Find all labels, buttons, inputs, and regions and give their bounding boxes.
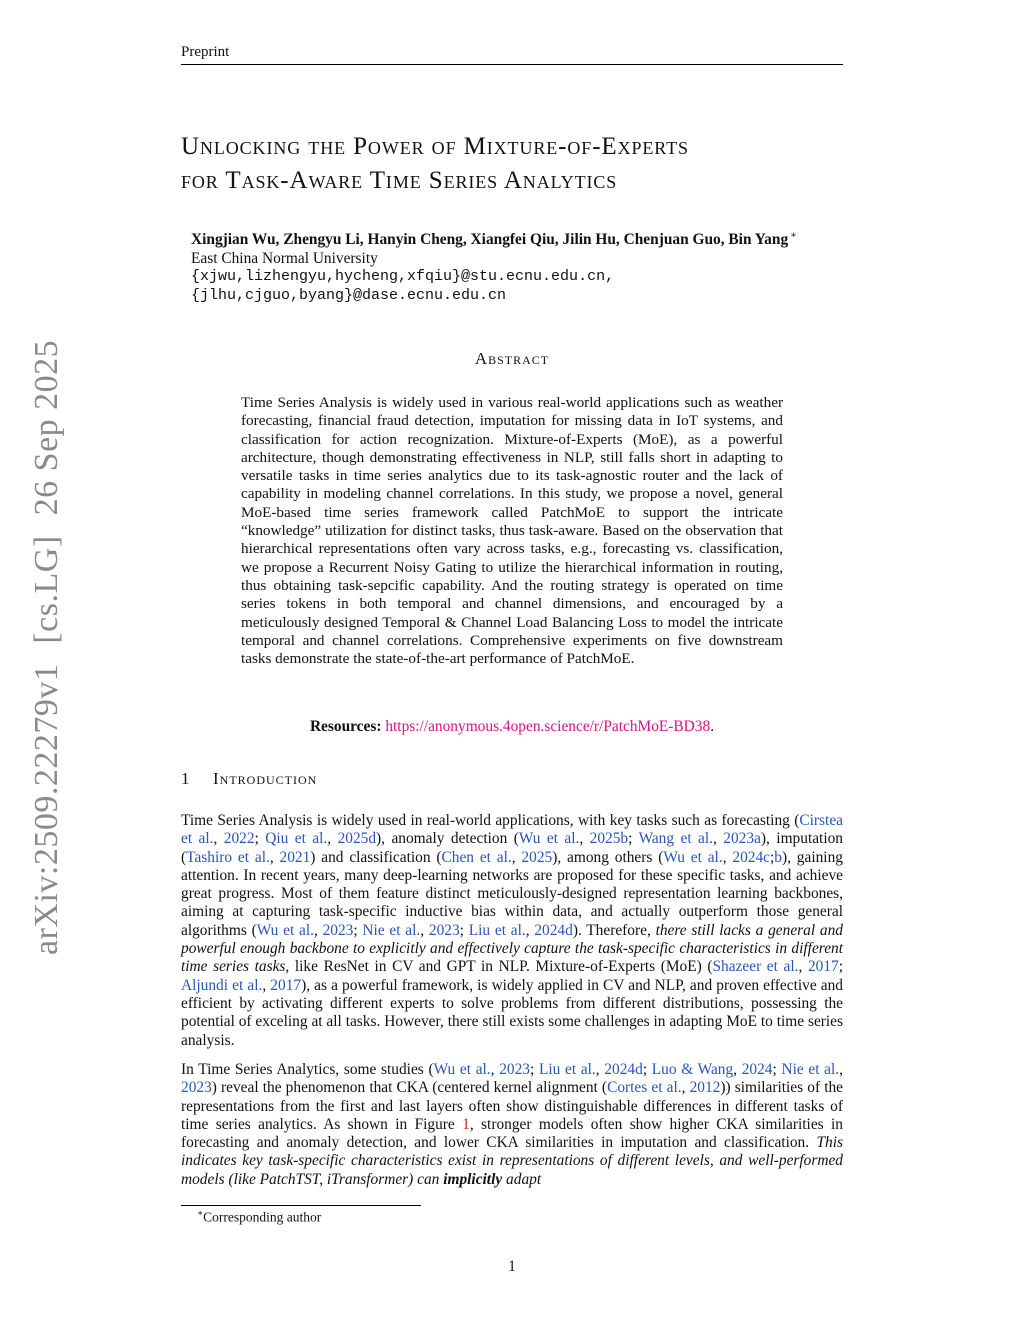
intro-paragraph-1: Time Series Analysis is widely used in real-world applications, with key tasks such as forecasting (Cirstea et al., 2022; Qiu et al., 2025d), anomaly detection (Wu et al., 2025b; Wang et al., 2023a), imputation (Tashiro et al., 2021) and classification (Chen et al., 2025), among others (Wu et al., 2024c;b), gaining attention. In recent years, many deep-learning networks are proposed for these specific tasks, and achieve great progress. Most of them feature distinct meticulously-designed representation learning backbones, aiming at capturing task-specific inductive bias within data, and actually outperform those general algorithms (Wu et al., 2023; Nie et al., 2023; Liu et al., 2024d). Therefore, there still lacks a general and powerful enough backbone to explicitly and effectively capture the task-specific characteristics in different time series tasks, like ResNet in CV and GPT in NLP. Mixture-of-Experts (MoE) (Shazeer et al., 2017; Aljundi et al., 2017), as a powerful framework, is widely applied in CV and NLP, and proven effective and efficient by activating different experts to solve problems from different distributions, possessing the potential of exceling at all tasks. However, there still exists some challenges in adapting MoE to time series analysis.	[181, 812, 844, 1049]
citation-link[interactable]: 2024c	[732, 848, 770, 866]
arxiv-id: arXiv:2509.22279v1	[28, 663, 65, 955]
citation-link[interactable]: 2025b	[589, 830, 629, 848]
section-title: Introduction	[213, 769, 318, 788]
title-line-2: for Task-Aware Time Series Analytics	[181, 167, 618, 194]
citation-link[interactable]: Chen et al.	[441, 848, 512, 866]
citation-link[interactable]: Wu et al.	[433, 1061, 491, 1078]
footnote-text: Corresponding author	[203, 1209, 322, 1225]
abstract-text: Time Series Analysis is widely used in various real-world applications such as weather forecasting, financial fraud detection, imputation for missing data in IoT systems, and classification for action recognization. Mixture-of-Experts (MoE), as a powerful architecture, though demonstrating effectiveness in NLP, still falls short in adapting to versatile tasks in time series analytics due to its task-agnostic router and the lack of capability in modeling channel correlations. In this study, we propose a novel, general MoE-based time series framework called PatchMoE to support the intricate “knowledge” utilization for distinct tasks, thus task-aware. Based on the observation that hierarchical representations often vary across tasks, e.g., forecasting vs. classification, we propose a Recurrent Noisy Gating to utilize the hierarchical information in routing, thus obtaining task-sepcific capability. And the routing strategy is operated on time series tokens in both temporal and channel dimensions, and encouraged by a meticulously designed Temporal & Channel Load Balancing Loss to model the intricate temporal and channel correlations. Comprehensive experiments on five downstream tasks demonstrate the state-of-the-art performance of PatchMoE.	[241, 394, 783, 668]
author-names: Xingjian Wu, Zhengyu Li, Hanyin Cheng, Xiangfei Qiu, Jilin Hu, Chenjuan Guo, Bin Yang ∗	[191, 230, 797, 249]
footnote	[197, 1208, 321, 1226]
email-line-1: {xjwu,lizhengyu,hycheng,xfqiu}@stu.ecnu.edu.cn,	[191, 268, 615, 286]
citation-link[interactable]: 2023	[181, 1079, 212, 1097]
citation-link[interactable]: 2022	[223, 830, 255, 848]
citation-link[interactable]: Cirstea et al.	[181, 812, 843, 848]
citation-link[interactable]: Wu et al.	[256, 921, 314, 939]
citation-link[interactable]: 2024d	[534, 921, 573, 939]
citation-link[interactable]: Wang et al.	[638, 830, 713, 848]
intro-paragraph-2: In Time Series Analytics, some studies (Wu et al., 2023; Liu et al., 2024d; Luo & Wang, 2024; Nie et al., 2023) reveal the phenomenon that CKA (centered kernel alignment (Cortes et al., 2012)) similarities of the representations from the first and last layers often show distinguishable differences in different tasks of time series analytics. As shown in Figure 1, stronger models often show higher CKA similarities in forecasting and anomaly detection, and lower CKA similarities in imputation and classification. This indicates key task-specific characteristics exist in representations of different levels, and well-performed models (like PatchTST, iTransformer) can implicitly adapt	[181, 1061, 843, 1188]
section-number: 1	[181, 769, 191, 788]
citation-link[interactable]: Nie et al.	[781, 1061, 840, 1078]
abstract-heading: Abstract	[474, 349, 550, 368]
footnote-divider	[181, 1205, 421, 1206]
emphasis-text: This indicates key task-specific characteristics exist in representations of different levels, and well-performed models (like PatchTST, iTransformer) can	[181, 1134, 843, 1188]
resources-line: Resources: https://anonymous.4open.science/r/PatchMoE-BD38.	[309, 718, 715, 735]
citation-link[interactable]: Aljundi et al.	[181, 976, 263, 994]
citation-link[interactable]: Qiu et al.	[265, 830, 328, 848]
citation-link[interactable]: 2025d	[337, 830, 377, 848]
citation-link[interactable]: 2023	[499, 1061, 530, 1078]
citation-link[interactable]: Liu et al.	[538, 1061, 596, 1078]
resources-link[interactable]: https://anonymous.4open.science/r/PatchMoE-BD38	[385, 718, 711, 735]
citation-link[interactable]: Luo & Wang	[651, 1061, 734, 1078]
arxiv-sidebar-stamp	[28, 320, 66, 955]
citation-link[interactable]: 2023a	[723, 830, 761, 848]
emphasis-text: adapt	[502, 1170, 542, 1188]
footnote-mark: ∗	[197, 1208, 204, 1218]
citation-link[interactable]: 2017	[270, 976, 302, 994]
citation-link[interactable]: Nie et al.	[362, 921, 421, 939]
title-line-1: Unlocking the Power of Mixture-of-Experts	[181, 133, 689, 160]
citation-link[interactable]: Wu et al.	[518, 830, 580, 848]
affiliation: East China Normal University	[191, 249, 378, 267]
citation-link[interactable]: Cortes et al.	[607, 1079, 682, 1097]
citation-link[interactable]: Liu et al.	[468, 921, 526, 939]
page-number: 1	[508, 1258, 516, 1275]
resources-label: Resources:	[309, 718, 382, 735]
running-header	[181, 44, 843, 65]
citation-link[interactable]: Shazeer et al.	[712, 958, 799, 976]
citation-link[interactable]: b	[774, 848, 782, 866]
bold-emphasis-text: implicitly	[443, 1170, 503, 1188]
arxiv-date: 26 Sep 2025	[28, 339, 65, 516]
citation-link[interactable]: 2025	[521, 848, 553, 866]
author-block	[191, 227, 871, 305]
citation-link[interactable]: 2024d	[604, 1061, 643, 1078]
corresponding-mark: ∗	[790, 230, 797, 241]
section-heading-introduction	[181, 769, 317, 789]
running-head-text: Preprint	[181, 44, 230, 60]
citation-link[interactable]: 2023	[322, 921, 354, 939]
citation-link[interactable]: 2024	[741, 1061, 773, 1078]
citation-link[interactable]: 2017	[807, 958, 839, 976]
citation-link[interactable]: Tashiro et al.	[186, 848, 270, 866]
figure-reference-link[interactable]: 1	[462, 1115, 470, 1133]
citation-link[interactable]: 2012	[689, 1079, 721, 1097]
emphasis-text: there still lacks a general and powerful enough backbone to explicitly and effectively capture the task-specific characteristics in different time series tasks,	[181, 921, 843, 976]
email-line-2: {jlhu,cjguo,byang}@dase.ecnu.edu.cn	[191, 286, 507, 304]
citation-link[interactable]: Wu et al.	[663, 848, 723, 866]
arxiv-category: [cs.LG]	[28, 535, 65, 644]
citation-link[interactable]: 2023	[428, 921, 460, 939]
citation-link[interactable]: 2021	[279, 848, 311, 866]
paper-title	[181, 130, 881, 198]
